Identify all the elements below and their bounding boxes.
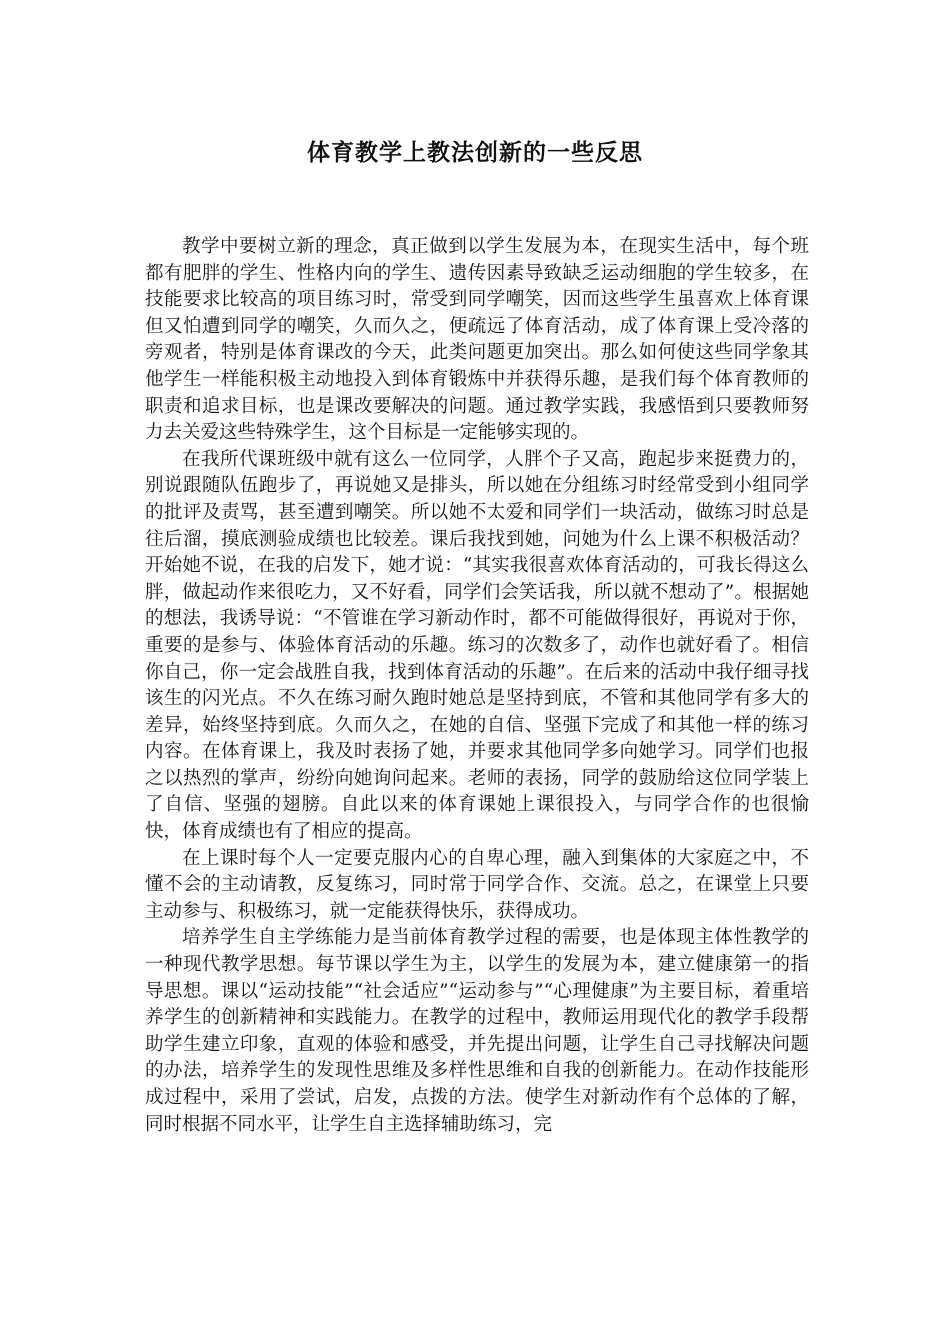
document-title: 体育教学上教法创新的一些反思 bbox=[307, 140, 643, 166]
paragraph-2: 在我所代课班级中就有这么一位同学，人胖个子又高，跑起步来挺费力的，别说跟随队伍跑步了，再说她又是排头，所以她在分组练习时经常受到小组同学的批评及责骂，甚至遭到嘲笑。所以她不太爱和同学们一块活动，做练习时总是往后溜，摸底测验成绩也比较差。课后我找到她，问她为什么上课不积极活动？开始她不说，在我的启发下，她才说：“其实我很喜欢体育活动的，可我长得这么胖，做起动作来很吃力，又不好看，同学们会笑话我，所以就不想动了”。根据她的想法，我诱导说：“不管谁在学习新动作时，都不可能做得很好，再说对于你，重要的是参与、体验体育活动的乐趣。练习的次数多了，动作也就好看了。相信你自己，你一定会战胜自我，找到体育活动的乐趣”。在后来的活动中我仔细寻找该生的闪光点。不久在练习耐久跑时她总是坚持到底，不管和其他同学有多大的差异，始终坚持到底。久而久之，在她的自信、坚强下完成了和其他一样的练习内容。在体育课上，我及时表扬了她，并要求其他同学多向她学习。同学们也报之以热烈的掌声，纷纷向她询问起来。老师的表扬，同学的鼓励给这位同学装上了自信、坚强的翅膀。自此以来的体育课她上课很投入，与同学合作的也很愉快，体育成绩也有了相应的提高。 bbox=[145, 448, 809, 843]
paragraph-3: 在上课时每个人一定要克服内心的自卑心理，融入到集体的大家庭之中，不懂不会的主动请教，反复练习，同时常于同学合作、交流。总之，在课堂上只要主动参与、积极练习，就一定能获得快乐，获得成功。 bbox=[145, 847, 809, 922]
paragraph-4: 培养学生自主学练能力是当前体育教学过程的需要，也是体现主体性教学的一种现代教学思想。每节课以学生为主，以学生的发展为本，建立健康第一的指导思想。课以“运动技能”“社会适应”“运动参与”“心理健康”为主要目标，着重培养学生的创新精神和实践能力。在教学的过程中，教师运用现代化的教学手段帮助学生建立印象，直观的体验和感受，并先提出问题，让学生自己寻找解决问题的办法，培养学生的发现性思维及多样性思维和自我的创新能力。在动作技能形成过程中，采用了尝试，启发，点拨的方法。使学生对新动作有个总体的了解，同时根据不同水平，让学生自主选择辅助练习，完 bbox=[145, 927, 809, 1135]
document-body bbox=[145, 234, 809, 1138]
paragraph-1: 教学中要树立新的理念，真正做到以学生发展为本，在现实生活中，每个班都有肥胖的学生、性格内向的学生、遗传因素导致缺乏运动细胞的学生较多，在技能要求比较高的项目练习时，常受到同学嘲笑，因而这些学生虽喜欢上体育课但又怕遭到同学的嘲笑，久而久之，便疏远了体育活动，成了体育课上受冷落的旁观者，特别是体育课改的今天，此类问题更加突出。那么如何使这些同学象其他学生一样能积极主动地投入到体育锻炼中并获得乐趣，是我们每个体育教师的职责和追求目标，也是课改要解决的问题。通过教学实践，我感悟到只要教师努力去关爱这些特殊学生，这个目标是一定能够实现的。 bbox=[145, 236, 809, 444]
